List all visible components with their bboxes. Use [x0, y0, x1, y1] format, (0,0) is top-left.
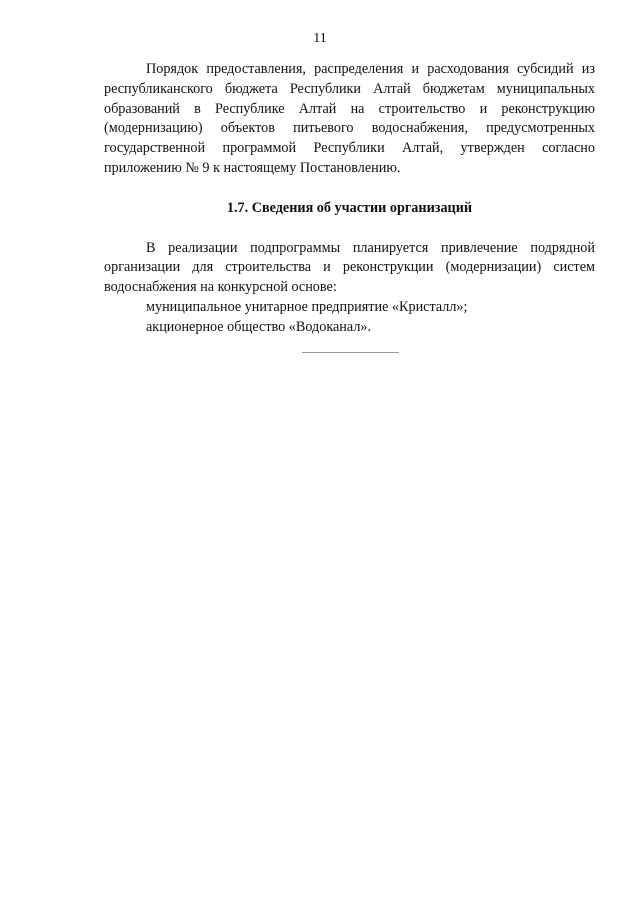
page-number: 11	[313, 31, 327, 46]
organizations-intro-paragraph: В реализации подпрограммы планируется привлечение подрядной организации для строительства и реконструкции (модернизации) систем водоснабжения на конкурсной основе:	[104, 239, 595, 296]
organization-list-item: муниципальное унитарное предприятие «Кристалл»;	[146, 298, 468, 315]
end-of-text-divider	[302, 352, 399, 353]
section-heading: 1.7. Сведения об участии организаций	[226, 199, 473, 216]
organization-list-item: акционерное общество «Водоканал».	[146, 318, 372, 335]
subsidy-procedure-paragraph: Порядок предоставления, распределения и расходования субсидий из республиканского бюджета Республики Алтай бюджетам муниципальных образований в Республике Алтай на строительство и реконструкцию (модернизацию) объектов питьевого водоснабжения, предусмотренных государственной программой Республики Алтай, утвержден согласно приложению № 9 к настоящему Постановлению.	[104, 61, 595, 176]
document-body	[104, 60, 595, 353]
